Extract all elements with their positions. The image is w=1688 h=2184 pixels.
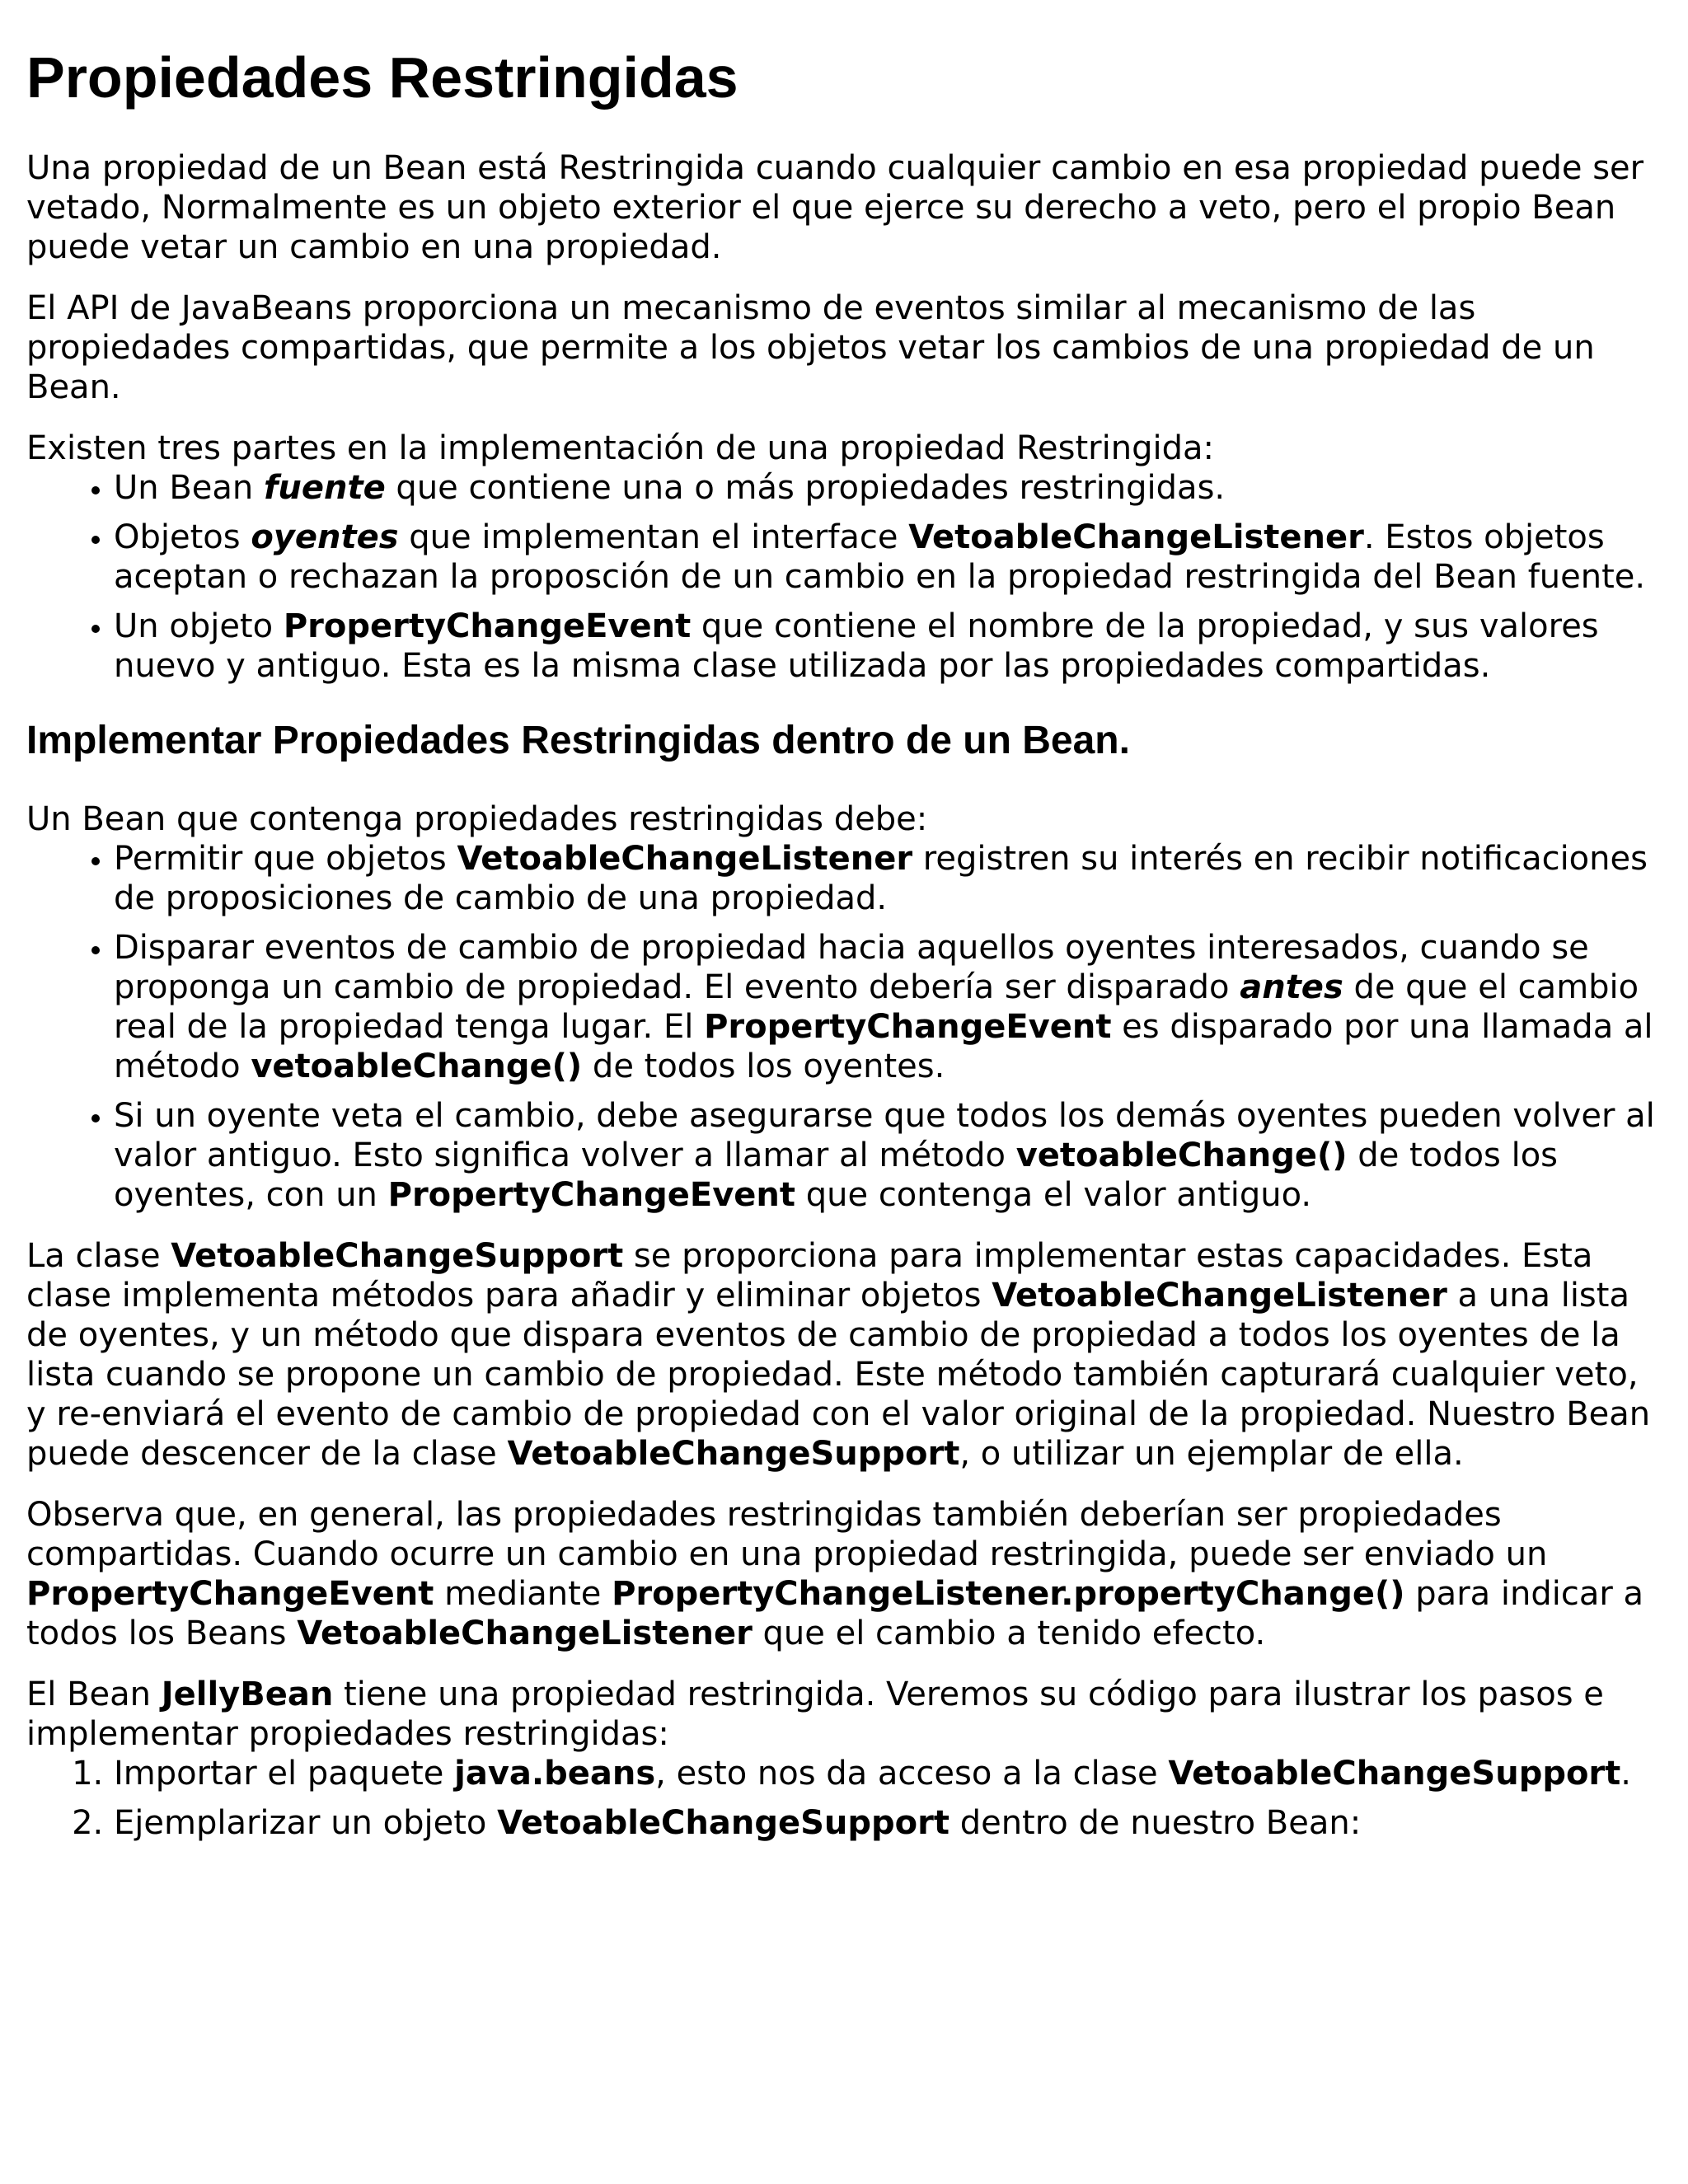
list-item: • Un objeto PropertyChangeEvent que contiene el nombre de la propiedad, y sus valores nuevo y antiguo. Esta es la misma clase utilizada por las propiedades compartidas. (114, 607, 1662, 686)
class-name: VetoableChangeSupport (507, 1435, 960, 1473)
method-name: PropertyChangeListener.propertyChange() (612, 1575, 1405, 1613)
parts-intro: Existen tres partes en la implementación de una propiedad Restringida: (26, 429, 1214, 467)
class-name: VetoableChangeListener (992, 1277, 1447, 1315)
page-title: Propiedades Restringidas (26, 45, 738, 110)
requirements-intro: Un Bean que contenga propiedades restringidas debe: (26, 800, 928, 838)
list-item: 2. Ejemplarizar un objeto VetoableChangeSupport dentro de nuestro Bean: (114, 1803, 1662, 1843)
jellybean-paragraph: El Bean JellyBean tiene una propiedad restringida. Veremos su código para ilustrar los pasos e implementar propiedades restringidas: (26, 1675, 1604, 1753)
method-name: vetoableChange() (251, 1047, 583, 1085)
class-name: VetoableChangeListener (457, 840, 913, 878)
class-name: PropertyChangeEvent (704, 1008, 1112, 1046)
intro-paragraph-1: Una propiedad de un Bean está Restringida cuando cualquier cambio en esa propiedad puede ser vetado, Normalmente es un objeto exterior el que ejerce su derecho a veto, pero el propio Bean puede vetar un cambio en una propiedad. (26, 149, 1644, 266)
emphasis-text: antes (1240, 968, 1343, 1006)
class-name: JellyBean (161, 1675, 334, 1713)
list-item: • Objetos oyentes que implementan el interface VetoableChangeListener. Estos objetos aceptan o rechazan la proposción de un cambio en la propiedad restringida del Bean fuente. (114, 518, 1662, 597)
class-name: VetoableChangeSupport (1168, 1755, 1621, 1793)
emphasis-text: fuente (263, 469, 386, 507)
list-item: • Disparar eventos de cambio de propiedad hacia aquellos oyentes interesados, cuando se proponga un cambio de propiedad. El evento debería ser disparado antes de que el cambio real de la propiedad tenga lugar. El PropertyChangeEvent es disparado por una llamada al método vetoableChange() de todos los oyentes. (114, 928, 1662, 1086)
support-paragraph: La clase VetoableChangeSupport se proporciona para implementar estas capacidades. Esta clase implementa métodos para añadir y eliminar objetos VetoableChangeListener a una lista de oyentes, y un método que dispara eventos de cambio de propiedad a todos los oyentes de la lista cuando se propone un cambio de propiedad. Este método también capturará cualquier veto, y re-enviará el evento de cambio de propiedad con el valor original de la propiedad. Nuestro Bean puede descencer de la clase VetoableChangeSupport, o utilizar un ejemplar de ella. (26, 1237, 1651, 1473)
class-name: VetoableChangeListener (908, 518, 1364, 556)
intro-paragraph-2: El API de JavaBeans proporciona un mecanismo de eventos similar al mecanismo de las propiedades compartidas, que permite a los objetos vetar los cambios de una propiedad de un Bean. (26, 289, 1595, 406)
requirements-list (26, 839, 1662, 1215)
class-name: VetoableChangeSupport (497, 1804, 950, 1842)
list-item: • Si un oyente veta el cambio, debe asegurarse que todos los demás oyentes pueden volver al valor antiguo. Esto significa volver a llamar al método vetoableChange() de todos los oyentes, con un PropertyChangeEvent que contenga el valor antiguo. (114, 1096, 1662, 1215)
list-item: • Permitir que objetos VetoableChangeListener registren su interés en recibir notificaciones de proposiciones de cambio de una propiedad. (114, 839, 1662, 918)
steps-list (26, 1754, 1662, 1843)
class-name: PropertyChangeEvent (283, 607, 692, 645)
parts-list (26, 468, 1662, 686)
class-name: PropertyChangeEvent (387, 1176, 796, 1214)
list-item: • Un Bean fuente que contiene una o más propiedades restringidas. (114, 468, 1662, 508)
method-name: vetoableChange() (1015, 1137, 1348, 1174)
emphasis-text: oyentes (251, 518, 399, 556)
section-heading: Implementar Propiedades Restringidas dentro de un Bean. (26, 719, 1130, 762)
class-name: PropertyChangeEvent (26, 1575, 434, 1613)
class-name: VetoableChangeSupport (171, 1237, 624, 1275)
observe-paragraph: Observa que, en general, las propiedades restringidas también deberían ser propiedades compartidas. Cuando ocurre un cambio en una propiedad restringida, puede ser enviado un PropertyChangeEvent mediante PropertyChangeListener.propertyChange() para indicar a todos los Beans VetoableChangeListener que el cambio a tenido efecto. (26, 1496, 1644, 1652)
package-name: java.beans (454, 1755, 656, 1793)
class-name: VetoableChangeListener (297, 1615, 753, 1652)
list-item: 1. Importar el paquete java.beans, esto nos da acceso a la clase VetoableChangeSupport. (114, 1754, 1662, 1793)
